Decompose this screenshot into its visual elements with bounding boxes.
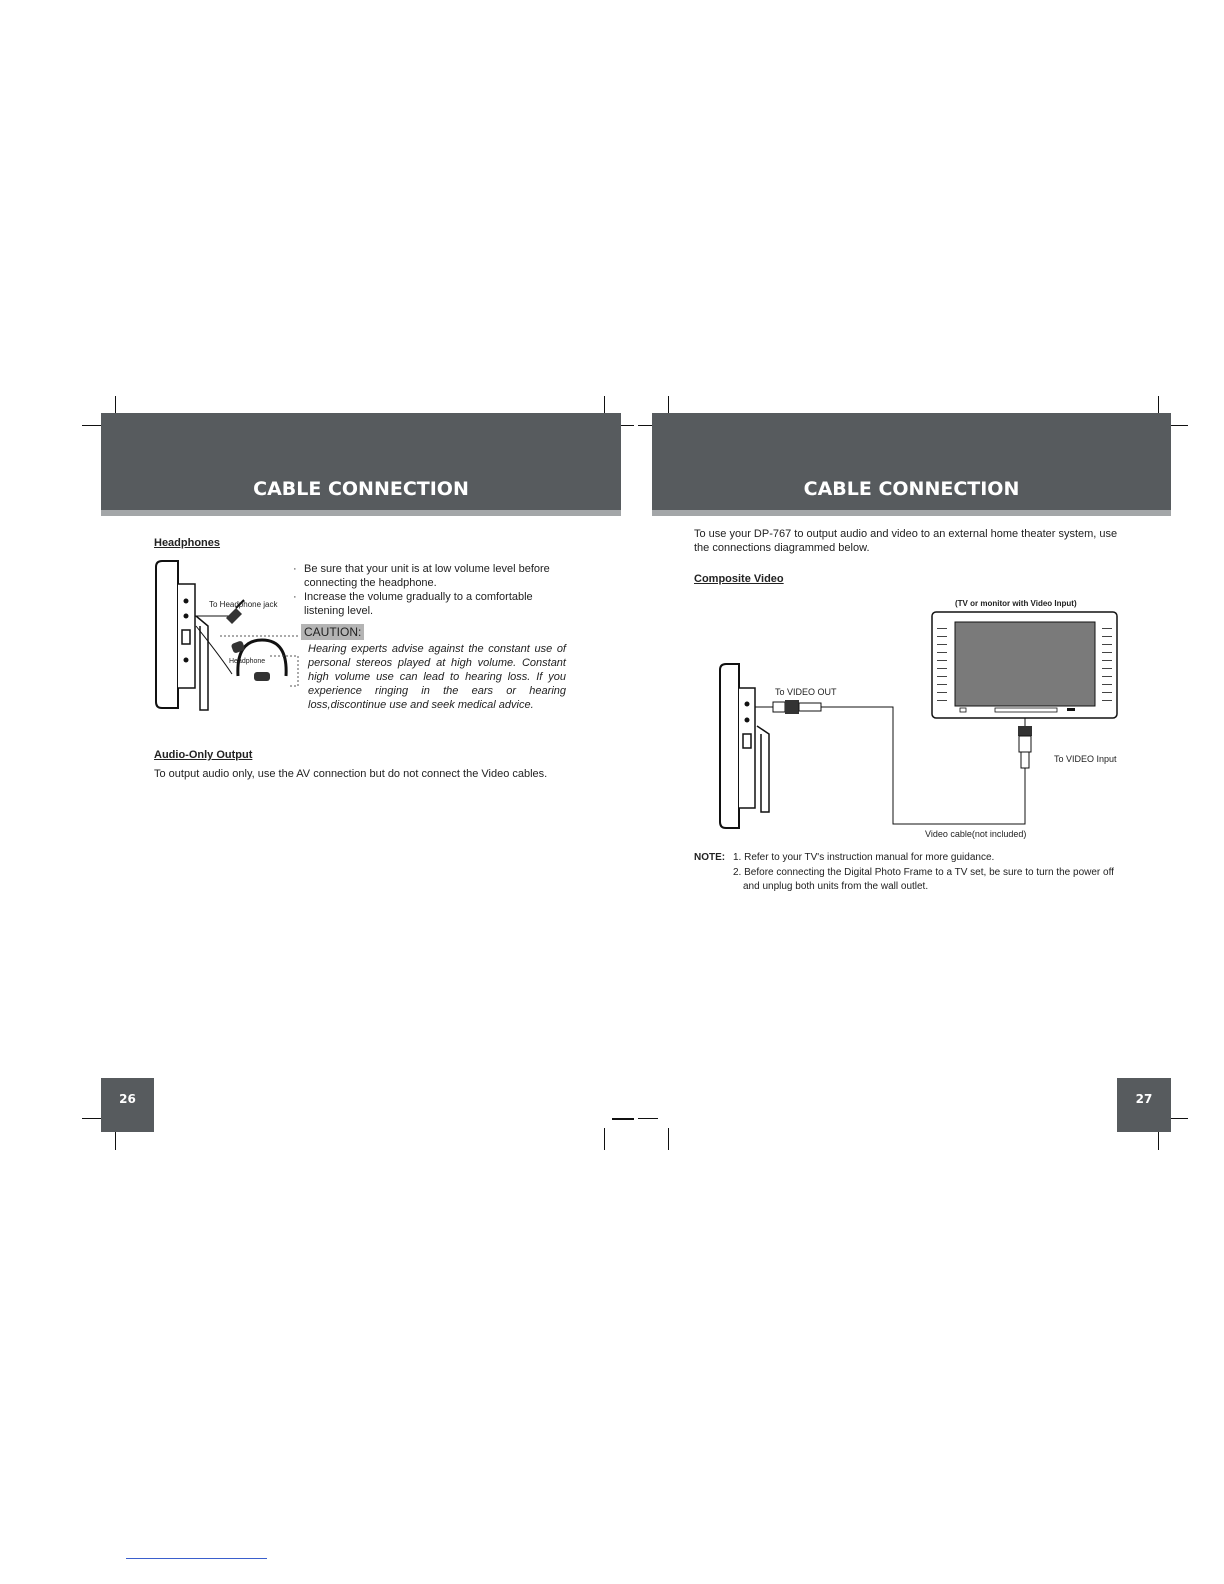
label-to-headphone-jack: To Headphone jack [209,600,278,609]
label-to-video-input: To VIDEO Input [1054,754,1117,764]
label-to-video-out: To VIDEO OUT [775,687,837,697]
right-page-header [652,413,1171,510]
left-header-rule [101,510,621,516]
right-page-number: 27 [1117,1078,1171,1132]
bullet-text: Increase the volume gradually to a comfortable listening level. [304,591,533,617]
footer-link-rule [126,1558,267,1559]
left-page-number: 26 [101,1078,154,1132]
label-headphone: Headphone [229,658,266,665]
bullet-item [293,562,574,590]
audio-only-heading: Audio-Only Output [154,749,253,761]
note-item: and unplug both units from the wall outlet. [743,881,929,892]
headphones-heading: Headphones [154,537,221,549]
headphone-diagram [150,556,300,716]
note-item: 1. Refer to your TV's instruction manual for more guidance. [733,852,995,863]
note-item: 2. Before connecting the Digital Photo Frame to a TV set, be sure to turn the power off [733,867,1114,878]
note-label: NOTE: [694,852,726,863]
right-header-title: CABLE CONNECTION [803,478,1020,500]
composite-video-diagram [715,608,1125,833]
bullet-dot: · [293,591,297,603]
caution-label: CAUTION: [301,624,364,640]
caution-text: Hearing experts advise against the constant use of personal stereos played at high volume. Constant high volume use can lead to hearing loss. If you experience ringing in the ears or hearing loss,discontinue use and seek medical advice. [308,643,566,711]
left-header-title: CABLE CONNECTION [253,478,469,500]
audio-only-text: To output audio only, use the AV connection but do not connect the Video cables. [154,768,548,780]
composite-video-heading: Composite Video [694,573,784,585]
bullet-dot: · [293,563,297,575]
tv-caption: (TV or monitor with Video Input) [955,599,1077,608]
intro-text: To use your DP-767 to output audio and video to an external home theater system, use the connections diagrammed below. [694,528,1118,554]
bullet-item [293,590,574,618]
bullet-text: Be sure that your unit is at low volume level before connecting the headphone. [304,563,550,589]
left-page-header [101,413,621,510]
label-video-cable: Video cable(not included) [925,829,1027,839]
right-header-rule [652,510,1171,516]
